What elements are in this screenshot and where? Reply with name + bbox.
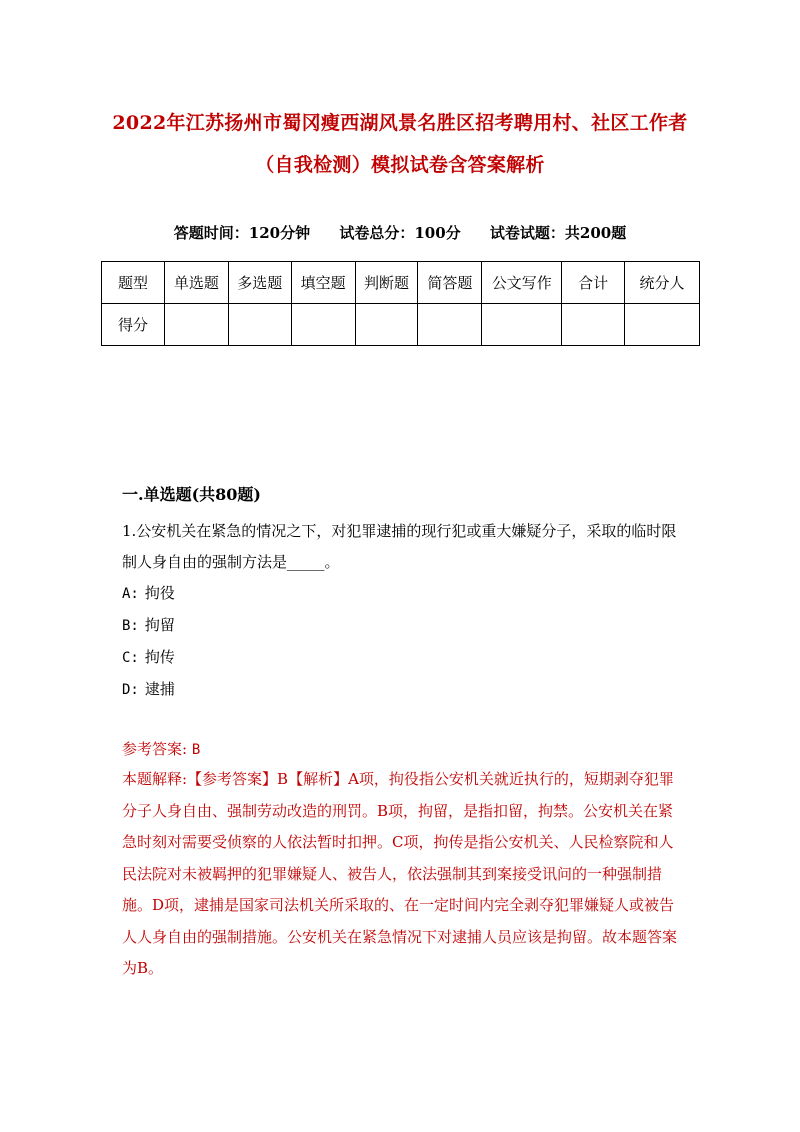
option-d [122,678,175,699]
document-title-line2: （自我检测）模拟试卷含答案解析 [255,154,545,176]
score-table [101,261,700,346]
score-cell [562,304,625,346]
option-label: A: [122,586,139,602]
score-table-header-row [102,262,700,304]
table-header-cell: 统分人 [625,262,700,304]
option-text: 逮捕 [144,680,175,698]
exam-total-score: 试卷总分：100分 [339,224,461,242]
score-cell [291,304,355,346]
exam-question-count: 试卷试题：共200题 [489,224,627,242]
table-header-cell: 简答题 [418,262,482,304]
option-label: B: [122,618,139,634]
answer-explanation: 本题解释:【参考答案】B【解析】A项，拘役指公安机关就近执行的，短期剥夺犯罪分子人身自由、强制劳动改造的刑罚。B项，拘留，是指扣留，拘禁。公安机关在紧急时刻对需要受侦察的人依法暂时扣押。C项，拘传是指公安机关、人民检察院和人民法院对未被羁押的犯罪嫌疑人、被告人，依法强制其到案接受讯问的一种强制措施。D项，逮捕是国家司法机关所采取的、在一定时间内完全剥夺犯罪嫌疑人或被告人人身自由的强制措施。公安机关在紧急情况下对逮捕人员应该是拘留。故本题答案为B。 [122,770,678,977]
option-label: C: [122,650,139,666]
table-header-cell: 公文写作 [482,262,562,304]
document-title-line1: 2022年江苏扬州市蜀冈瘦西湖风景名胜区招考聘用村、社区工作者 [112,112,688,134]
exam-time: 答题时间：120分钟 [173,224,311,242]
score-table-score-row [102,304,700,346]
option-c [122,646,175,667]
table-header-cell: 多选题 [228,262,291,304]
table-header-cell: 合计 [562,262,625,304]
option-text: 拘留 [144,616,175,634]
score-cell [228,304,291,346]
table-header-cell: 填空题 [291,262,355,304]
option-text: 拘役 [144,584,175,602]
score-row-label: 得分 [102,304,165,346]
score-cell [164,304,228,346]
answer-value: B [191,742,201,758]
exam-meta [0,222,800,243]
option-text: 拘传 [144,648,175,666]
section-heading: 一.单选题(共80题) [122,485,261,504]
table-header-cell: 题型 [102,262,165,304]
score-cell [482,304,562,346]
option-b [122,614,175,635]
answer-label: 参考答案: [122,740,188,758]
question-text: 1.公安机关在紧急的情况之下，对犯罪逮捕的现行犯或重大嫌疑分子，采取的临时限制人身自由的强制方法是_____。 [122,522,677,571]
table-header-cell: 单选题 [164,262,228,304]
option-label: D: [122,682,139,698]
score-cell [418,304,482,346]
score-cell [355,304,418,346]
option-a [122,582,175,603]
reference-answer [122,738,200,759]
table-header-cell: 判断题 [355,262,418,304]
score-cell [625,304,700,346]
